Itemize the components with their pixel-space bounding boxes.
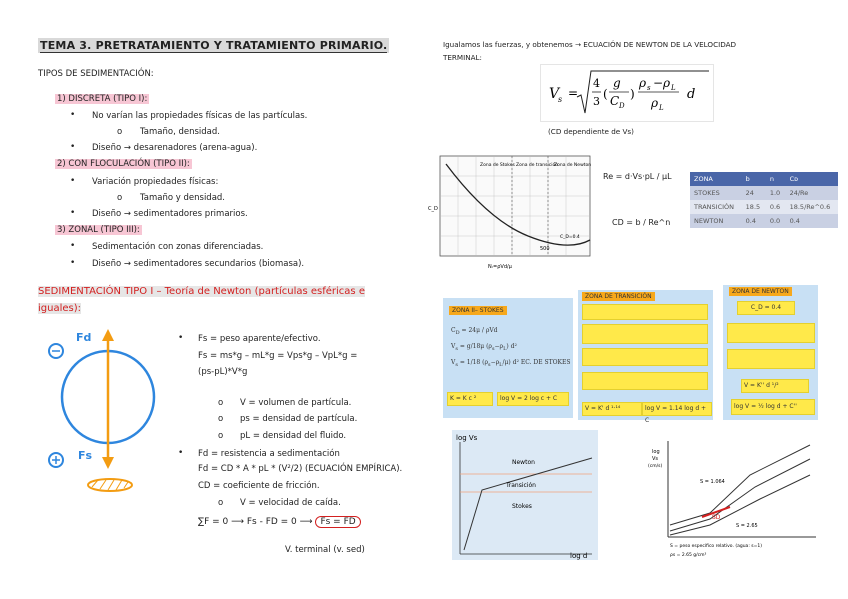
section-1-bullet-1: No varían las propiedades físicas de las partículas. xyxy=(92,111,308,121)
sketch-s1: S = 1.064 xyxy=(700,479,725,485)
transition-zone-panel xyxy=(578,290,713,424)
newton-log-box: log V = ½ log d + C'' xyxy=(731,399,815,415)
newton-heading: SEDIMENTACIÓN TIPO I – Teoría de Newton (partículas esféricas e iguales): xyxy=(38,286,365,314)
transition-log-box: log V = 1.14 log d + C xyxy=(642,402,712,416)
section-3-bullet-2: Diseño → sedimentadores secundarios (biomasa). xyxy=(92,259,305,269)
bullet-dot: • xyxy=(178,333,184,343)
stokes-ec-label: EC. DE STOKES xyxy=(520,359,571,367)
sub-bullet-o: o xyxy=(218,498,224,508)
chart-transition-label: Transición xyxy=(506,482,536,489)
cd-axis-label: C_D xyxy=(428,206,438,212)
th-b: b xyxy=(742,172,766,186)
transition-eq-1 xyxy=(582,304,708,320)
eq-rho-l: ρ xyxy=(663,76,671,90)
fluid-density-note: pL = densidad del fluido. xyxy=(240,431,347,441)
th-zona: ZONA xyxy=(690,172,742,186)
cd-note: CD = coeficiente de fricción. xyxy=(198,481,320,491)
fs-note-1: Fs = peso aparente/efectivo. xyxy=(198,334,321,344)
cd-dependency-note: (CD dependiente de Vs) xyxy=(548,127,634,136)
bullet-dot: • xyxy=(70,258,76,268)
sketch-note-2: ρs = 2.65 g/cm³ xyxy=(670,553,707,558)
page-title: TEMA 3. PRETRATAMIENTO Y TRATAMIENTO PRIMARIO. xyxy=(40,39,388,52)
eq-cd-sub: D xyxy=(619,102,625,110)
zone-table xyxy=(690,172,838,228)
eq-3: 3 xyxy=(593,95,600,108)
sketch-units-label: (cm/s) xyxy=(648,464,663,469)
newton-zone-panel xyxy=(723,285,818,420)
stokes-log-box: log V = 2 log c + C xyxy=(497,392,569,406)
re-500-label: 500 xyxy=(540,246,550,252)
eq-4: 4 xyxy=(593,77,600,90)
intro-text xyxy=(443,38,736,64)
newton-cd-box: C_D = 0.4 xyxy=(737,301,795,315)
tipos-label: TIPOS DE SEDIMENTACIÓN: xyxy=(38,69,154,79)
bullet-dot: • xyxy=(70,208,76,218)
sub-bullet-o: o xyxy=(218,431,224,441)
eq-rho-l-den: ρ xyxy=(651,96,659,110)
eq-paren-r: ) xyxy=(630,87,635,101)
section-2-bullet-1: Variación propiedades físicas: xyxy=(92,177,219,187)
fs-note-2: Fs = ms*g – mL*g = Vps*g – VpL*g = xyxy=(198,351,358,361)
zone-newton-label: Zona de Newton xyxy=(554,163,592,168)
eq-rho-l-sub: L xyxy=(671,84,676,92)
intro-line-1: Igualamos las fuerzas, y obtenemos → ECUACIÓN DE NEWTON DE LA VELOCIDAD xyxy=(443,40,737,49)
chart-x-label: log d xyxy=(570,552,588,560)
fs-note-3: (ps-pL)*V*g xyxy=(198,367,248,377)
sketch-note-1: S = peso específico relativo. (agua: s=1) xyxy=(670,544,762,549)
eq-paren-l: ( xyxy=(603,87,608,101)
cd-formula: CD = b / Re^n xyxy=(612,218,671,227)
section-1-sub-1: Tamaño, densidad. xyxy=(140,127,220,137)
th-cd: Cᴅ xyxy=(786,172,838,186)
fd-label: Fd xyxy=(76,331,92,344)
eq-equals: = xyxy=(568,86,579,100)
fs-arrowhead xyxy=(102,457,114,469)
section-2-sub-1: Tamaño y densidad. xyxy=(140,193,226,203)
sub-bullet-o: o xyxy=(218,398,224,408)
chart-y-label: log Vs xyxy=(456,434,478,442)
newton-zone-header: ZONA DE NEWTON xyxy=(729,287,792,296)
velocity-note: V = velocidad de caída. xyxy=(240,498,341,508)
eq-rho-s-sub: s xyxy=(647,84,651,92)
bullet-dot: • xyxy=(178,448,184,458)
eq-rho-s: ρ xyxy=(639,76,647,90)
fs-label: Fs xyxy=(78,449,93,462)
stokes-zone-header: ZONA II– STOKES xyxy=(449,306,507,315)
fd-note-2: Fd = CD * A * pL * (V²/2) (ECUACIÓN EMPÍRICA). xyxy=(198,464,403,474)
transition-eq-3 xyxy=(582,348,708,366)
sketch-vs-label: Vs xyxy=(652,456,659,462)
eq-minus: − xyxy=(653,76,664,90)
eq-rho-l-den-sub: L xyxy=(659,104,664,112)
eq-vs: V xyxy=(549,86,560,102)
newton-equation xyxy=(540,64,714,122)
eq-d: d xyxy=(687,87,696,102)
terminal-condition: Fs = FD xyxy=(315,516,360,528)
re-axis-label: Nᵣ=ρVd/μ xyxy=(488,264,512,270)
eq-g: g xyxy=(613,76,621,90)
log-vs-chart xyxy=(452,430,598,560)
force-balance: ∑F = 0 ⟶ Fs - FD = 0 ⟶ Fs = FD xyxy=(198,517,361,527)
fd-arrowhead xyxy=(102,329,114,341)
eq-cd: C xyxy=(610,94,620,108)
transition-k-box: V = K' d ¹·¹⁴ xyxy=(582,402,642,416)
chart-stokes-label: Stokes xyxy=(512,503,532,510)
table-row: NEWTON 0.4 0.0 0.4 xyxy=(690,214,838,228)
section-2-header: 2) CON FLOCULACIÓN (TIPO II): xyxy=(57,159,190,169)
section-1-header: 1) DISCRETA (TIPO I): xyxy=(57,94,148,104)
bullet-dot: • xyxy=(70,241,76,251)
table-row: TRANSICIÓN 18.5 0.6 18.5/Re^0.6 xyxy=(690,200,838,214)
stokes-k-box: K = K c ² xyxy=(447,392,493,406)
transition-zone-header: ZONA DE TRANSICIÓN xyxy=(582,292,655,301)
newton-eq-2 xyxy=(727,349,815,369)
bullet-dot: • xyxy=(70,110,76,120)
section-3-bullet-1: Sedimentación con zonas diferenciadas. xyxy=(92,242,264,252)
section-3-header: 3) ZONAL (TIPO III): xyxy=(57,225,140,235)
cd-re-graph xyxy=(428,150,598,275)
eq-vs-sub: s xyxy=(558,95,563,104)
intro-line-2: TERMINAL: xyxy=(443,53,482,62)
transition-eq-4 xyxy=(582,372,708,390)
fd-note-1: Fd = resistencia a sedimentación xyxy=(198,449,340,459)
stokes-zone-panel xyxy=(443,298,573,418)
chart-newton-label: Newton xyxy=(512,459,535,466)
th-n: n xyxy=(766,172,786,186)
volume-note: V = volumen de partícula. xyxy=(240,398,352,408)
transition-eq-2 xyxy=(582,324,708,344)
cd-04-label: C_D=0.4 xyxy=(560,235,580,240)
bullet-dot: • xyxy=(70,142,76,152)
sub-bullet-o: o xyxy=(117,193,123,203)
table-row: STOKES 24 1.0 24/Re xyxy=(690,186,838,200)
section-1-bullet-2: Diseño → desarenadores (arena-agua). xyxy=(92,143,258,153)
particle-density-note: ps = densidad de partícula. xyxy=(240,414,358,424)
force-diagram xyxy=(40,325,170,500)
sketch-s2: S = 2.65 xyxy=(736,523,758,529)
zone-stokes-label: Zona de Stokes xyxy=(480,163,515,168)
sketch-log-label: log xyxy=(652,449,660,455)
sub-bullet-o: o xyxy=(117,127,123,137)
settling-sketch xyxy=(640,435,820,565)
sub-bullet-o: o xyxy=(218,414,224,424)
newton-eq-1 xyxy=(727,323,815,343)
zone-transition-label: Zona de transición xyxy=(516,163,559,168)
bullet-dot: • xyxy=(70,176,76,186)
reynolds-formula: Re = d·Vs·pL / μL xyxy=(603,172,672,181)
newton-k-box: V = K'' d ¹/² xyxy=(741,379,809,393)
section-2-bullet-2: Diseño → sedimentadores primarios. xyxy=(92,209,248,219)
sketch-sd: SD xyxy=(712,514,721,521)
terminal-velocity-note: V. terminal (v. sed) xyxy=(285,545,365,555)
stokes-equations: $C_D = 24\mu / \rho Vd$ $V_s = g/18\mu$ $(\rho_s-\rho_L)$ d² $V_s = 1/18$ $(\rho_s-\rho_L/\mu)$ d² EC. DE STOKES xyxy=(451,327,571,369)
